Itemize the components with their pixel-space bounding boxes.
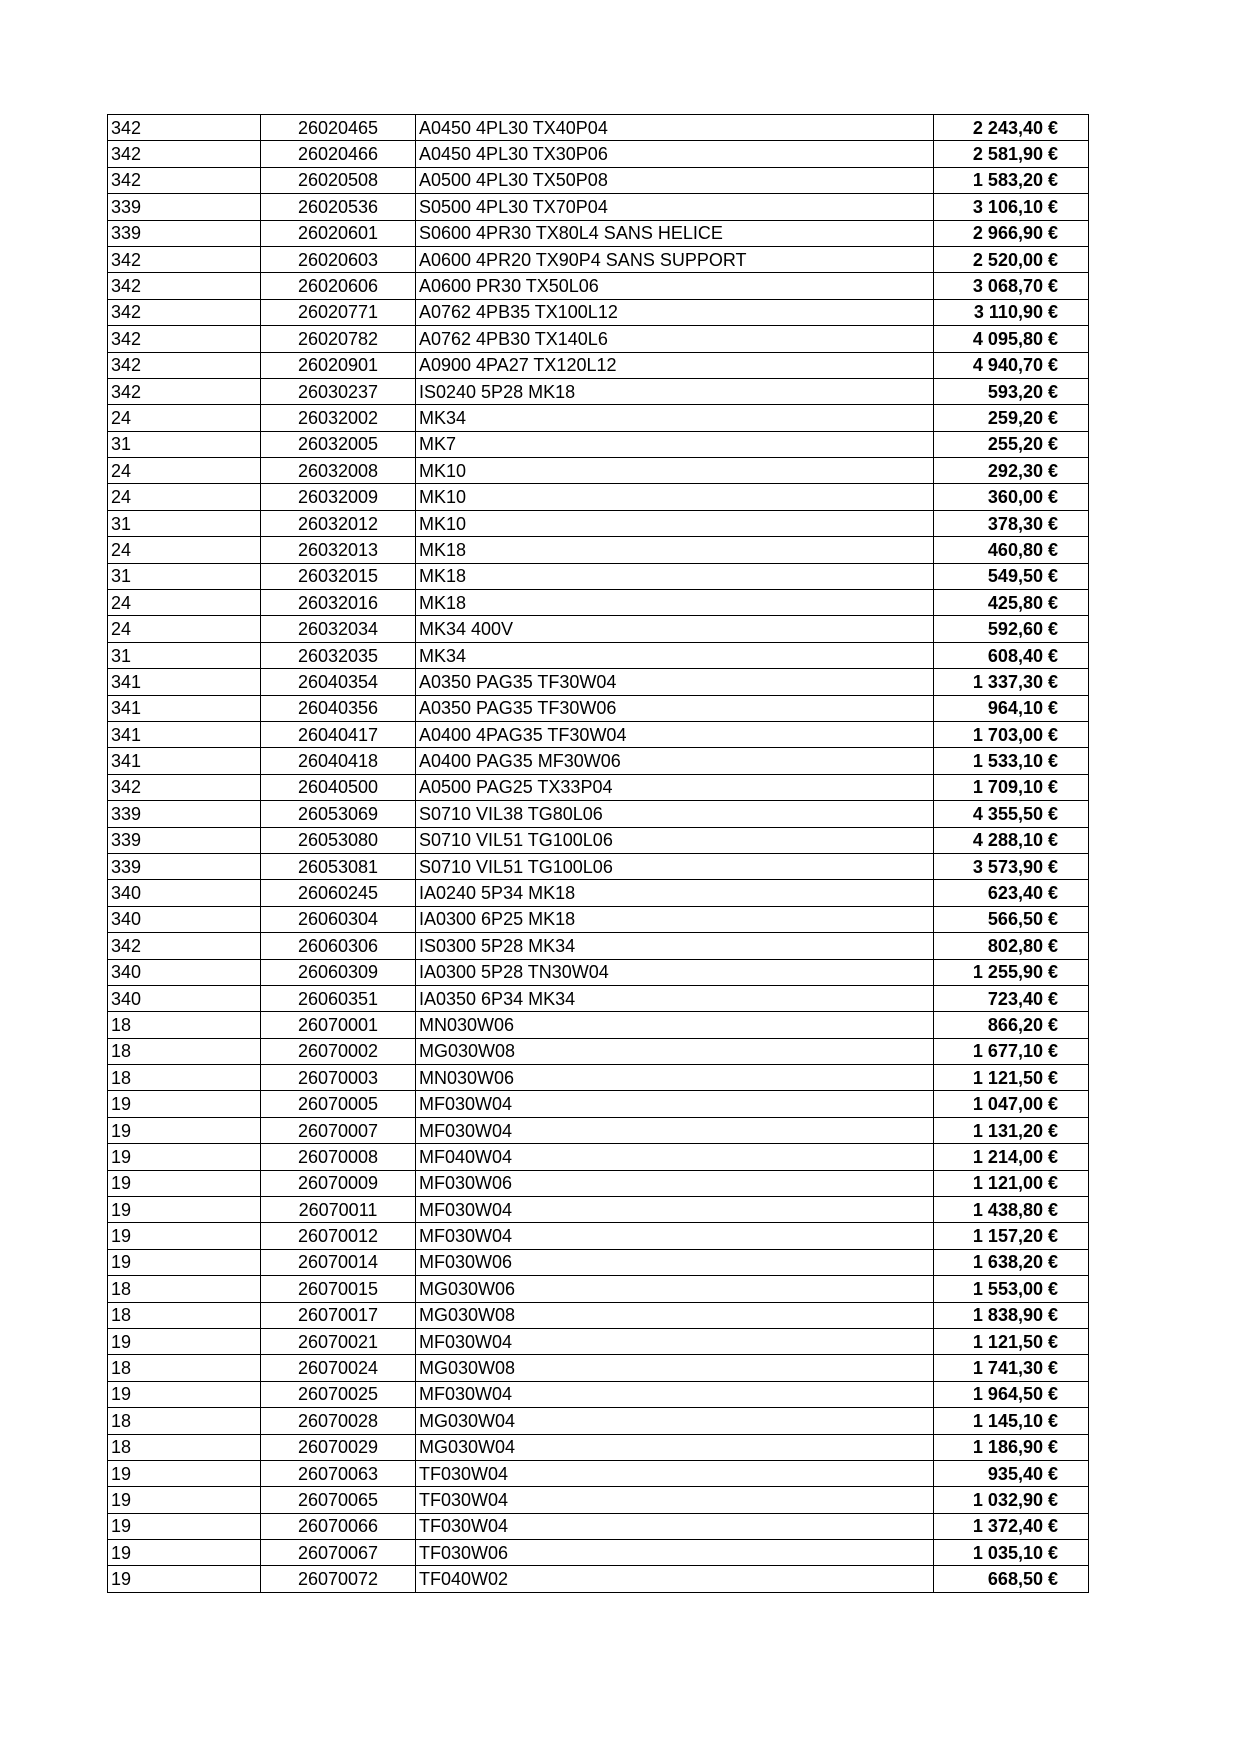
designation-cell: A0600 4PR20 TX90P4 SANS SUPPORT (416, 246, 934, 272)
table-row (108, 827, 1089, 853)
price-cell: 1 121,00 € (934, 1170, 1089, 1196)
price-cell: 1 438,80 € (934, 1197, 1089, 1223)
article-code-cell: 26070024 (261, 1355, 416, 1381)
article-code-cell: 26070017 (261, 1302, 416, 1328)
designation-cell: MF040W04 (416, 1144, 934, 1170)
price-cell: 1 131,20 € (934, 1117, 1089, 1143)
price-cell: 4 355,50 € (934, 801, 1089, 827)
table-row (108, 1170, 1089, 1196)
price-cell: 4 940,70 € (934, 352, 1089, 378)
group-cell: 339 (108, 801, 261, 827)
group-cell: 31 (108, 642, 261, 668)
price-cell: 1 709,10 € (934, 774, 1089, 800)
designation-cell: IA0300 5P28 TN30W04 (416, 959, 934, 985)
group-cell: 24 (108, 590, 261, 616)
designation-cell: A0762 4PB35 TX100L12 (416, 299, 934, 325)
article-code-cell: 26070065 (261, 1487, 416, 1513)
price-cell: 1 145,10 € (934, 1408, 1089, 1434)
group-cell: 339 (108, 194, 261, 220)
designation-cell: MG030W04 (416, 1434, 934, 1460)
designation-cell: MN030W06 (416, 1065, 934, 1091)
table-row (108, 1408, 1089, 1434)
article-code-cell: 26070014 (261, 1249, 416, 1275)
price-cell: 1 157,20 € (934, 1223, 1089, 1249)
table-row (108, 1223, 1089, 1249)
article-code-cell: 26020771 (261, 299, 416, 325)
designation-cell: A0350 PAG35 TF30W04 (416, 669, 934, 695)
price-cell: 1 255,90 € (934, 959, 1089, 985)
table-row (108, 933, 1089, 959)
designation-cell: TF030W04 (416, 1513, 934, 1539)
group-cell: 341 (108, 669, 261, 695)
designation-cell: A0900 4PA27 TX120L12 (416, 352, 934, 378)
price-cell: 3 068,70 € (934, 273, 1089, 299)
article-code-cell: 26020603 (261, 246, 416, 272)
designation-cell: TF030W04 (416, 1460, 934, 1486)
table-row (108, 458, 1089, 484)
article-code-cell: 26032002 (261, 405, 416, 431)
designation-cell: A0400 4PAG35 TF30W04 (416, 721, 934, 747)
article-code-cell: 26032015 (261, 563, 416, 589)
table-row (108, 853, 1089, 879)
table-row (108, 1276, 1089, 1302)
group-cell: 342 (108, 115, 261, 141)
group-cell: 19 (108, 1460, 261, 1486)
article-code-cell: 26020782 (261, 326, 416, 352)
price-cell: 4 095,80 € (934, 326, 1089, 352)
article-code-cell: 26032012 (261, 510, 416, 536)
designation-cell: IA0300 6P25 MK18 (416, 906, 934, 932)
table-row (108, 1249, 1089, 1275)
price-cell: 2 581,90 € (934, 141, 1089, 167)
price-cell: 1 838,90 € (934, 1302, 1089, 1328)
table-row (108, 959, 1089, 985)
designation-cell: MG030W06 (416, 1276, 934, 1302)
article-code-cell: 26070029 (261, 1434, 416, 1460)
designation-cell: IA0350 6P34 MK34 (416, 985, 934, 1011)
article-code-cell: 26070066 (261, 1513, 416, 1539)
article-code-cell: 26070067 (261, 1540, 416, 1566)
table-row (108, 273, 1089, 299)
table-row (108, 563, 1089, 589)
designation-cell: MG030W04 (416, 1408, 934, 1434)
table-row (108, 616, 1089, 642)
designation-cell: TF030W04 (416, 1487, 934, 1513)
designation-cell: MF030W04 (416, 1197, 934, 1223)
article-code-cell: 26040417 (261, 721, 416, 747)
article-code-cell: 26060304 (261, 906, 416, 932)
group-cell: 342 (108, 326, 261, 352)
group-cell: 31 (108, 563, 261, 589)
designation-cell: A0450 4PL30 TX30P06 (416, 141, 934, 167)
table-row (108, 115, 1089, 141)
article-code-cell: 26070008 (261, 1144, 416, 1170)
price-cell: 3 106,10 € (934, 194, 1089, 220)
designation-cell: A0600 PR30 TX50L06 (416, 273, 934, 299)
group-cell: 24 (108, 484, 261, 510)
table-row (108, 194, 1089, 220)
price-cell: 623,40 € (934, 880, 1089, 906)
price-cell: 1 964,50 € (934, 1381, 1089, 1407)
designation-cell: A0400 PAG35 MF30W06 (416, 748, 934, 774)
price-cell: 1 553,00 € (934, 1276, 1089, 1302)
group-cell: 342 (108, 378, 261, 404)
group-cell: 342 (108, 246, 261, 272)
group-cell: 342 (108, 299, 261, 325)
group-cell: 342 (108, 933, 261, 959)
article-code-cell: 26032013 (261, 537, 416, 563)
table-row (108, 1328, 1089, 1354)
table-row (108, 1117, 1089, 1143)
group-cell: 18 (108, 1408, 261, 1434)
group-cell: 19 (108, 1540, 261, 1566)
table-row (108, 669, 1089, 695)
group-cell: 19 (108, 1487, 261, 1513)
article-code-cell: 26040500 (261, 774, 416, 800)
group-cell: 24 (108, 458, 261, 484)
table-row (108, 774, 1089, 800)
group-cell: 339 (108, 220, 261, 246)
price-cell: 1 214,00 € (934, 1144, 1089, 1170)
designation-cell: MF030W04 (416, 1223, 934, 1249)
group-cell: 24 (108, 537, 261, 563)
designation-cell: MF030W06 (416, 1170, 934, 1196)
article-code-cell: 26032035 (261, 642, 416, 668)
group-cell: 19 (108, 1328, 261, 1354)
price-cell: 2 243,40 € (934, 115, 1089, 141)
price-cell: 1 677,10 € (934, 1038, 1089, 1064)
group-cell: 19 (108, 1170, 261, 1196)
group-cell: 342 (108, 774, 261, 800)
group-cell: 18 (108, 1276, 261, 1302)
article-code-cell: 26020536 (261, 194, 416, 220)
article-code-cell: 26060309 (261, 959, 416, 985)
article-code-cell: 26020465 (261, 115, 416, 141)
group-cell: 339 (108, 853, 261, 879)
price-cell: 1 703,00 € (934, 721, 1089, 747)
table-row (108, 220, 1089, 246)
table-row (108, 246, 1089, 272)
article-code-cell: 26070001 (261, 1012, 416, 1038)
article-code-cell: 26060351 (261, 985, 416, 1011)
designation-cell: MK10 (416, 510, 934, 536)
table-row (108, 510, 1089, 536)
price-cell: 292,30 € (934, 458, 1089, 484)
price-cell: 1 032,90 € (934, 1487, 1089, 1513)
article-code-cell: 26070005 (261, 1091, 416, 1117)
designation-cell: MK7 (416, 431, 934, 457)
price-cell: 1 372,40 € (934, 1513, 1089, 1539)
table-row (108, 748, 1089, 774)
article-code-cell: 26032016 (261, 590, 416, 616)
price-cell: 3 110,90 € (934, 299, 1089, 325)
price-cell: 3 573,90 € (934, 853, 1089, 879)
price-cell: 360,00 € (934, 484, 1089, 510)
designation-cell: S0600 4PR30 TX80L4 SANS HELICE (416, 220, 934, 246)
designation-cell: MK10 (416, 484, 934, 510)
table-row (108, 801, 1089, 827)
table-row (108, 1540, 1089, 1566)
article-code-cell: 26070002 (261, 1038, 416, 1064)
table-row (108, 1144, 1089, 1170)
article-code-cell: 26070011 (261, 1197, 416, 1223)
table-row (108, 880, 1089, 906)
group-cell: 340 (108, 906, 261, 932)
designation-cell: MK18 (416, 537, 934, 563)
article-code-cell: 26020901 (261, 352, 416, 378)
group-cell: 18 (108, 1302, 261, 1328)
designation-cell: MF030W04 (416, 1117, 934, 1143)
price-cell: 935,40 € (934, 1460, 1089, 1486)
article-code-cell: 26032008 (261, 458, 416, 484)
designation-cell: TF030W06 (416, 1540, 934, 1566)
table-row (108, 1065, 1089, 1091)
article-code-cell: 26070021 (261, 1328, 416, 1354)
table-row (108, 352, 1089, 378)
table-row (108, 1487, 1089, 1513)
group-cell: 342 (108, 141, 261, 167)
designation-cell: S0710 VIL51 TG100L06 (416, 827, 934, 853)
price-cell: 2 966,90 € (934, 220, 1089, 246)
designation-cell: A0350 PAG35 TF30W06 (416, 695, 934, 721)
group-cell: 341 (108, 748, 261, 774)
price-cell: 593,20 € (934, 378, 1089, 404)
price-cell: 1 035,10 € (934, 1540, 1089, 1566)
article-code-cell: 26070063 (261, 1460, 416, 1486)
group-cell: 19 (108, 1249, 261, 1275)
group-cell: 18 (108, 1038, 261, 1064)
article-code-cell: 26070028 (261, 1408, 416, 1434)
table-row (108, 141, 1089, 167)
group-cell: 340 (108, 959, 261, 985)
group-cell: 19 (108, 1223, 261, 1249)
group-cell: 19 (108, 1513, 261, 1539)
article-code-cell: 26040356 (261, 695, 416, 721)
table-row (108, 167, 1089, 193)
group-cell: 18 (108, 1355, 261, 1381)
group-cell: 24 (108, 405, 261, 431)
article-code-cell: 26032009 (261, 484, 416, 510)
price-cell: 4 288,10 € (934, 827, 1089, 853)
article-code-cell: 26040354 (261, 669, 416, 695)
table-row (108, 695, 1089, 721)
price-cell: 1 337,30 € (934, 669, 1089, 695)
table-row (108, 1434, 1089, 1460)
price-cell: 1 638,20 € (934, 1249, 1089, 1275)
price-cell: 549,50 € (934, 563, 1089, 589)
designation-cell: MN030W06 (416, 1012, 934, 1038)
group-cell: 19 (108, 1091, 261, 1117)
article-code-cell: 26070072 (261, 1566, 416, 1592)
table-row (108, 326, 1089, 352)
price-cell: 668,50 € (934, 1566, 1089, 1592)
article-code-cell: 26070003 (261, 1065, 416, 1091)
article-code-cell: 26053080 (261, 827, 416, 853)
table-row (108, 1513, 1089, 1539)
article-code-cell: 26020508 (261, 167, 416, 193)
table-row (108, 906, 1089, 932)
table-row (108, 985, 1089, 1011)
price-cell: 259,20 € (934, 405, 1089, 431)
price-cell: 1 533,10 € (934, 748, 1089, 774)
table-row (108, 405, 1089, 431)
table-row (108, 1197, 1089, 1223)
price-cell: 723,40 € (934, 985, 1089, 1011)
group-cell: 31 (108, 431, 261, 457)
table-row (108, 484, 1089, 510)
designation-cell: MF030W04 (416, 1381, 934, 1407)
article-code-cell: 26040418 (261, 748, 416, 774)
table-row (108, 1381, 1089, 1407)
designation-cell: MG030W08 (416, 1302, 934, 1328)
designation-cell: MK34 (416, 642, 934, 668)
designation-cell: MK34 (416, 405, 934, 431)
designation-cell: S0710 VIL38 TG80L06 (416, 801, 934, 827)
table-row (108, 378, 1089, 404)
designation-cell: A0500 PAG25 TX33P04 (416, 774, 934, 800)
group-cell: 19 (108, 1144, 261, 1170)
article-code-cell: 26032005 (261, 431, 416, 457)
table-row (108, 642, 1089, 668)
designation-cell: IA0240 5P34 MK18 (416, 880, 934, 906)
designation-cell: MG030W08 (416, 1038, 934, 1064)
designation-cell: IS0300 5P28 MK34 (416, 933, 934, 959)
article-code-cell: 26060245 (261, 880, 416, 906)
designation-cell: A0500 4PL30 TX50P08 (416, 167, 934, 193)
designation-cell: MF030W06 (416, 1249, 934, 1275)
price-cell: 1 121,50 € (934, 1328, 1089, 1354)
designation-cell: MK18 (416, 563, 934, 589)
price-cell: 1 186,90 € (934, 1434, 1089, 1460)
designation-cell: A0450 4PL30 TX40P04 (416, 115, 934, 141)
group-cell: 24 (108, 616, 261, 642)
group-cell: 340 (108, 985, 261, 1011)
price-cell: 460,80 € (934, 537, 1089, 563)
article-code-cell: 26030237 (261, 378, 416, 404)
price-cell: 1 121,50 € (934, 1065, 1089, 1091)
article-code-cell: 26032034 (261, 616, 416, 642)
article-code-cell: 26020466 (261, 141, 416, 167)
designation-cell: MK18 (416, 590, 934, 616)
price-cell: 1 741,30 € (934, 1355, 1089, 1381)
designation-cell: A0762 4PB30 TX140L6 (416, 326, 934, 352)
price-cell: 566,50 € (934, 906, 1089, 932)
designation-cell: MK34 400V (416, 616, 934, 642)
article-code-cell: 26053069 (261, 801, 416, 827)
designation-cell: IS0240 5P28 MK18 (416, 378, 934, 404)
price-cell: 866,20 € (934, 1012, 1089, 1038)
price-table (107, 114, 1089, 1593)
table-row (108, 1302, 1089, 1328)
table-row (108, 1460, 1089, 1486)
designation-cell: TF040W02 (416, 1566, 934, 1592)
article-code-cell: 26053081 (261, 853, 416, 879)
price-cell: 1 583,20 € (934, 167, 1089, 193)
table-row (108, 299, 1089, 325)
price-cell: 2 520,00 € (934, 246, 1089, 272)
group-cell: 342 (108, 273, 261, 299)
article-code-cell: 26070007 (261, 1117, 416, 1143)
price-cell: 255,20 € (934, 431, 1089, 457)
price-cell: 608,40 € (934, 642, 1089, 668)
price-cell: 964,10 € (934, 695, 1089, 721)
table-row (108, 431, 1089, 457)
table-row (108, 1355, 1089, 1381)
price-cell: 425,80 € (934, 590, 1089, 616)
group-cell: 19 (108, 1117, 261, 1143)
article-code-cell: 26070015 (261, 1276, 416, 1302)
table-row (108, 537, 1089, 563)
group-cell: 19 (108, 1197, 261, 1223)
price-cell: 592,60 € (934, 616, 1089, 642)
designation-cell: MG030W08 (416, 1355, 934, 1381)
price-table-body (108, 115, 1089, 1593)
article-code-cell: 26020601 (261, 220, 416, 246)
price-cell: 1 047,00 € (934, 1091, 1089, 1117)
group-cell: 341 (108, 695, 261, 721)
article-code-cell: 26060306 (261, 933, 416, 959)
group-cell: 18 (108, 1434, 261, 1460)
designation-cell: S0500 4PL30 TX70P04 (416, 194, 934, 220)
table-row (108, 721, 1089, 747)
group-cell: 19 (108, 1566, 261, 1592)
table-row (108, 590, 1089, 616)
group-cell: 340 (108, 880, 261, 906)
article-code-cell: 26070012 (261, 1223, 416, 1249)
group-cell: 18 (108, 1065, 261, 1091)
article-code-cell: 26070009 (261, 1170, 416, 1196)
price-cell: 802,80 € (934, 933, 1089, 959)
group-cell: 342 (108, 352, 261, 378)
group-cell: 19 (108, 1381, 261, 1407)
group-cell: 342 (108, 167, 261, 193)
group-cell: 18 (108, 1012, 261, 1038)
table-row (108, 1566, 1089, 1592)
group-cell: 341 (108, 721, 261, 747)
group-cell: 339 (108, 827, 261, 853)
article-code-cell: 26070025 (261, 1381, 416, 1407)
designation-cell: MF030W04 (416, 1091, 934, 1117)
price-cell: 378,30 € (934, 510, 1089, 536)
designation-cell: S0710 VIL51 TG100L06 (416, 853, 934, 879)
designation-cell: MF030W04 (416, 1328, 934, 1354)
group-cell: 31 (108, 510, 261, 536)
article-code-cell: 26020606 (261, 273, 416, 299)
table-row (108, 1012, 1089, 1038)
table-row (108, 1091, 1089, 1117)
table-row (108, 1038, 1089, 1064)
designation-cell: MK10 (416, 458, 934, 484)
